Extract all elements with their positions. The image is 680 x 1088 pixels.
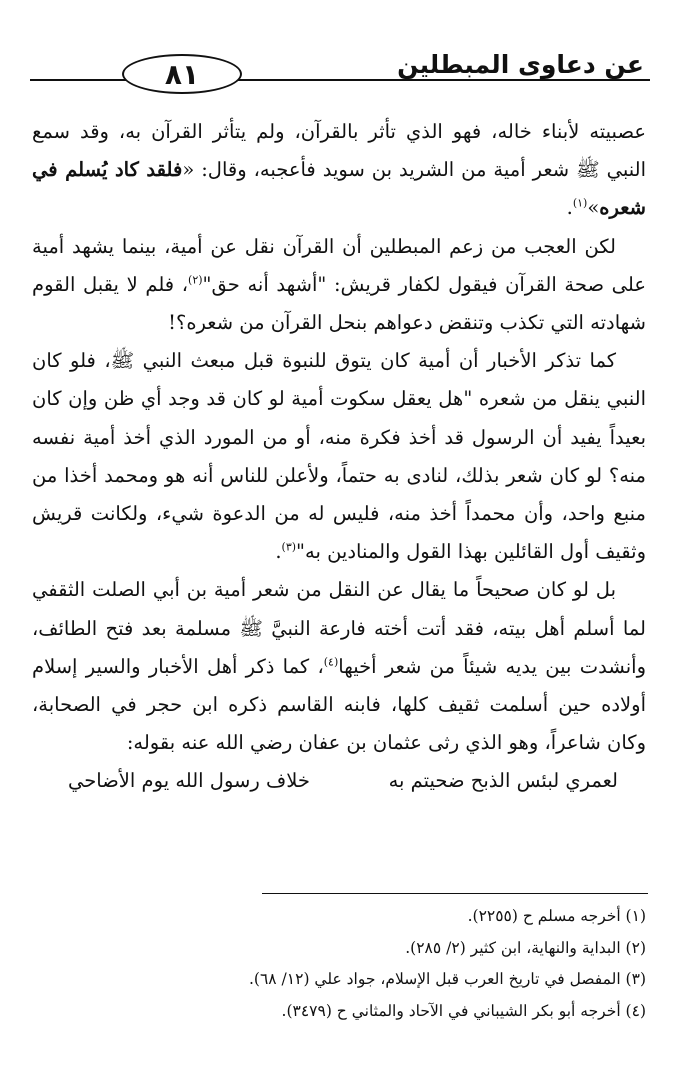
paragraph-text: . (275, 540, 282, 564)
quoted-hadith: فلقد كاد يُسلم في شعره (32, 158, 646, 220)
footnote-ref-3[interactable]: (٣) (281, 540, 297, 554)
paragraph-text: عصبيته لأبناء خاله، فهو الذي تأثر بالقرآن، ولم يتأثر القرآن به، وقد سمع النبي ﷺ شعر أمية من الشريد بن سويد فأعجبه، وقال: « (32, 120, 646, 182)
header-rule (30, 79, 650, 81)
main-text (32, 113, 646, 801)
footnote-ref-2[interactable]: (٢) (188, 273, 203, 287)
footnote-3: (٣) المفصل في تاريخ العرب قبل الإسلام، جواد علي (١٢/ ٦٨). (248, 970, 646, 988)
paragraph-text: ، فلم لا يقبل القوم شهادته التي تكذب وتنقض دعواهم بنحل القرآن من شعره؟! (32, 272, 646, 335)
page-number: ٨١ (164, 57, 200, 91)
header-title: عن دعاوى المبطلين (397, 50, 644, 79)
footnote-1: (١) أخرجه مسلم ح (٢٢٥٥). (467, 907, 646, 925)
paragraph-text: بل لو كان صحيحاً ما يقال عن النقل من شعر أمية بن أبي الصلت الثقفي لما أسلم أهل بيته، فقد أتت أخته فارعة النبيَّ ﷺ مسلمة بعد فتح الطائف، وأنشدت بين يديه شيئاً من شعر أخيها (32, 578, 646, 678)
paragraph-text: . (566, 196, 573, 220)
poetry-verse (32, 762, 646, 800)
verse-second-hemistich: خلاف رسول الله يوم الأضاحي (68, 769, 310, 793)
paragraph-3 (32, 342, 646, 571)
footnote-ref-1[interactable]: (١) (572, 196, 588, 210)
running-header (30, 44, 650, 92)
footnote-ref-4[interactable]: (٤) (323, 655, 339, 669)
page-number-oval (122, 54, 242, 94)
paragraph-1 (32, 113, 646, 228)
paragraph-text: ، كما ذكر أهل الأخبار والسير إسلام أولاده حين أسلمت ثقيف كلها، فابنه القاسم ذكره ابن حجر في الصحابة، وكان شاعراً، وهو الذي رثى عثمان بن عفان رضي الله عنه بقوله: (32, 654, 646, 755)
paragraph-2 (32, 228, 646, 343)
paragraph-text: لكن العجب من زعم المبطلين أن القرآن نقل عن أمية، بينما يشهد أمية على صحة القرآن فيقول لكفار قريش: "أشهد أنه حق" (32, 234, 646, 296)
verse-first-hemistich: لعمري لبئس الذبح ضحيتم به (388, 769, 618, 793)
footnote-2: (٢) البداية والنهاية، ابن كثير (٢/ ٢٨٥). (405, 938, 646, 957)
paragraph-4 (32, 571, 646, 762)
paragraph-text: كما تذكر الأخبار أن أمية كان يتوق للنبوة قبل مبعث النبي ﷺ، فلو كان النبي ينقل من شعره "هل يعقل سكوت أمية لو كان قد وجد أي ظن وإن كان بعيداً يفيد أن الرسول قد أخذ فكرة منه، أو من المورد الذي أخذ أمية نفسه منه؟ لو كان شعر بذلك، لنادى به حتماً، ولأعلن للناس أنه هو ومحمد أخذا من منبع واحد، وأن محمداً أخذ منه، فليس له من الدعوة شيء، ولكانت قريش وثقيف أول القائلين بهذا القول والمنادين به" (32, 349, 646, 564)
footnote-4: (٤) أخرجه أبو بكر الشيباني في الآحاد والمثاني ح (٣٤٧٩). (281, 1001, 646, 1020)
footnotes (32, 901, 646, 1027)
paragraph-text: » (587, 196, 600, 220)
footnote-separator (262, 893, 648, 894)
